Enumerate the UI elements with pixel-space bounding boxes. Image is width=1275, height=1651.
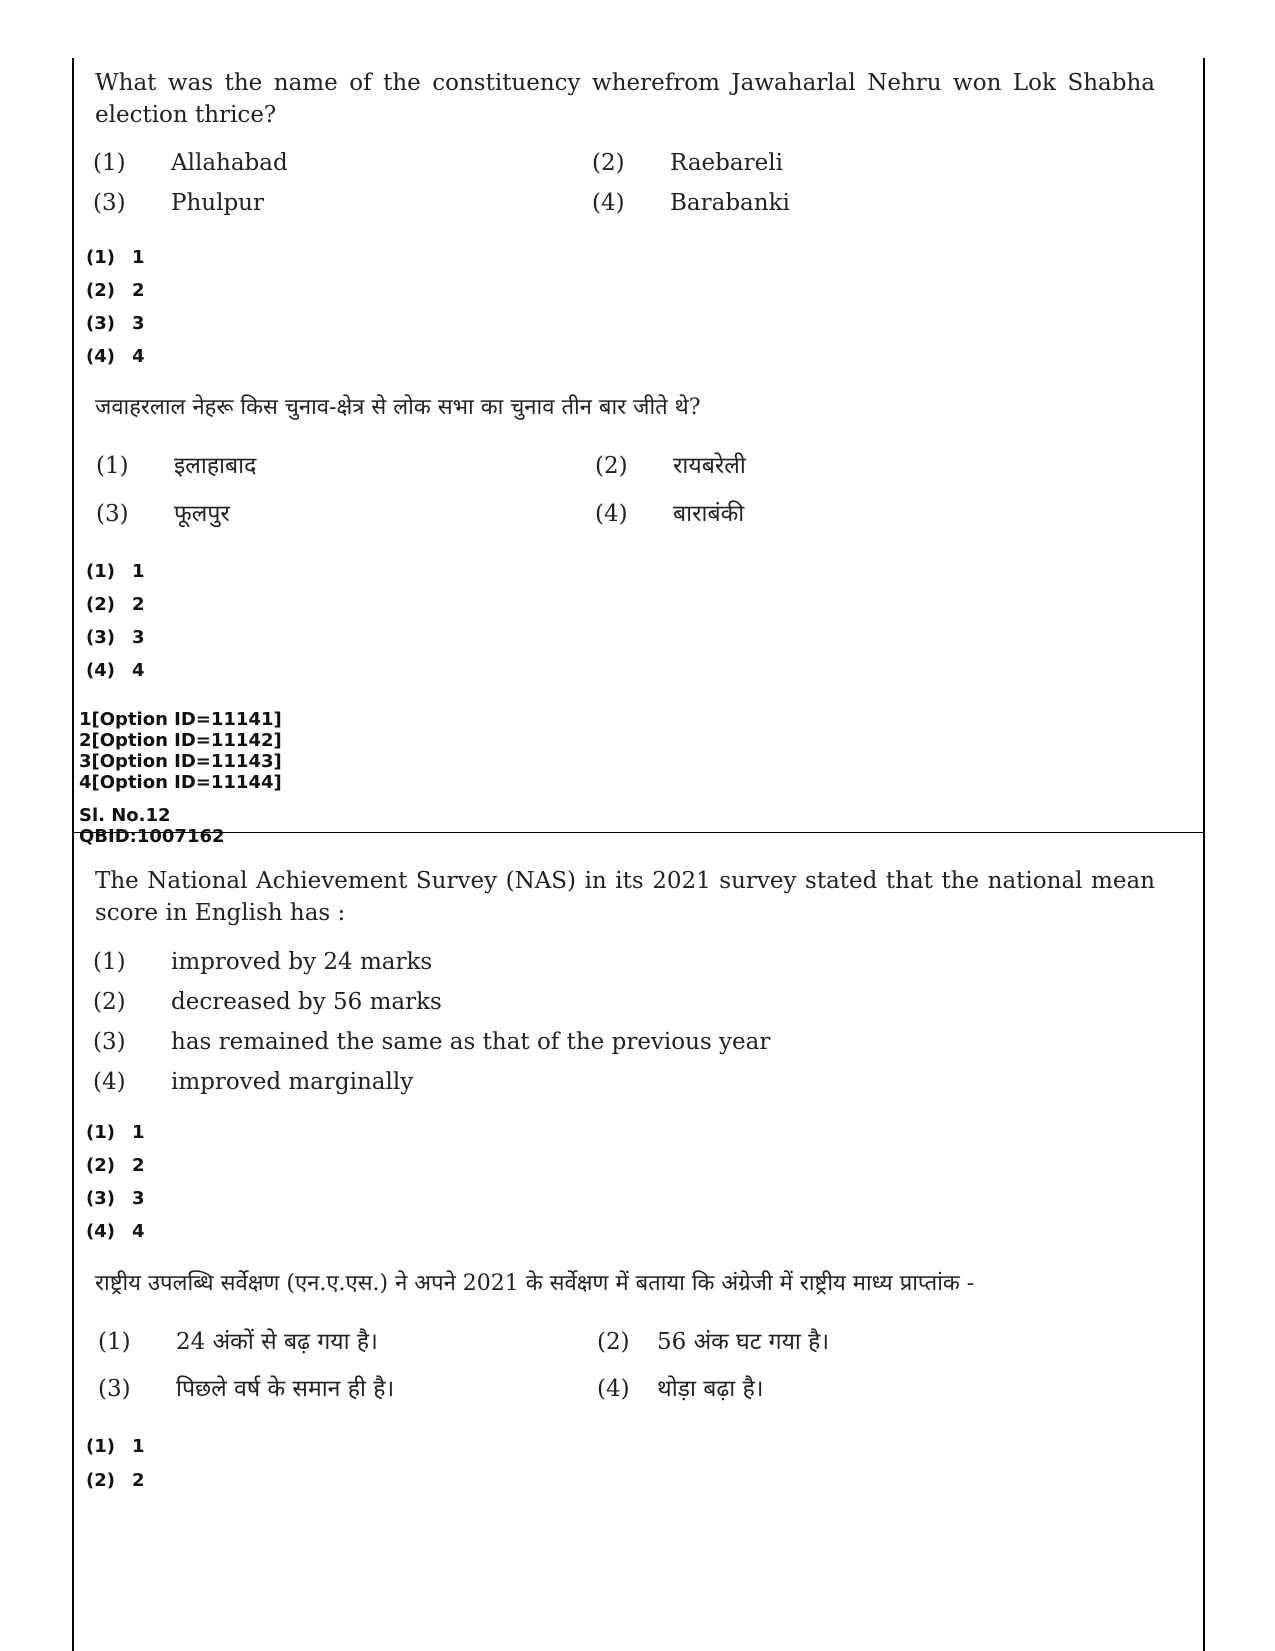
answer-number: (1): [86, 561, 115, 582]
q12-english-answer-4: [86, 1221, 145, 1243]
option-number: (3): [93, 190, 126, 216]
answer-value: 1: [132, 247, 145, 268]
q12-english-answer-1: [86, 1122, 145, 1144]
answer-value: 1: [132, 1122, 145, 1143]
answer-number: (3): [86, 1188, 115, 1209]
option-number: (3): [96, 501, 129, 527]
q12-serial-number: Sl. No.12: [79, 805, 171, 826]
q12-qbid: QBID:1007162: [79, 826, 225, 847]
answer-number: (1): [86, 247, 115, 268]
option-number: (1): [96, 453, 129, 479]
option-number: (2): [592, 150, 625, 176]
q11-hindi-question: जवाहरलाल नेहरू किस चुनाव-क्षेत्र से लोक सभा का चुनाव तीन बार जीते थे?: [95, 395, 701, 420]
q11-option-id-4: 4[Option ID=11144]: [79, 772, 282, 793]
right-border: [1203, 58, 1205, 1651]
option-number: (3): [98, 1376, 131, 1402]
answer-value: 2: [132, 594, 145, 615]
answer-number: (2): [86, 1155, 115, 1176]
q11-english-answer-1: [86, 247, 145, 269]
q11-hindi-answer-1: [86, 561, 145, 583]
q11-hindi-answer-2: [86, 594, 145, 616]
q11-english-answer-4: [86, 346, 145, 368]
option-number: (2): [597, 1329, 630, 1355]
answer-value: 2: [132, 280, 145, 301]
question-separator: [72, 832, 1205, 833]
q11-english-question: What was the name of the constituency wherefrom Jawaharlal Nehru won Lok Shabha election thrice?: [95, 70, 1155, 128]
q12-english-question: The National Achievement Survey (NAS) in its 2021 survey stated that the national mean score in English has :: [95, 868, 1155, 926]
option-text: Barabanki: [670, 190, 790, 216]
answer-value: 3: [132, 1188, 145, 1209]
option-number: (2): [595, 453, 628, 479]
option-number: (4): [595, 501, 628, 527]
option-text: Allahabad: [171, 150, 288, 176]
answer-number: (2): [86, 1470, 115, 1491]
option-number: (1): [93, 150, 126, 176]
answer-value: 4: [132, 660, 145, 681]
q11-hindi-answer-4: [86, 660, 145, 682]
option-number: (4): [597, 1376, 630, 1402]
option-text: improved marginally: [171, 1069, 414, 1095]
q11-hindi-answer-3: [86, 627, 145, 649]
answer-value: 4: [132, 346, 145, 367]
answer-value: 3: [132, 627, 145, 648]
q12-hindi-question: राष्ट्रीय उपलब्धि सर्वेक्षण (एन.ए.एस.) ने अपने 2021 के सर्वेक्षण में बताया कि अंग्रेजी में राष्ट्रीय माध्य प्राप्तांक -: [95, 1271, 975, 1296]
option-text: decreased by 56 marks: [171, 989, 442, 1015]
left-border: [72, 58, 74, 1651]
option-text: 24 अंकों से बढ़ गया है।: [176, 1329, 378, 1355]
answer-number: (1): [86, 1436, 115, 1457]
option-text: इलाहाबाद: [174, 453, 257, 479]
option-text: फूलपुर: [174, 501, 230, 527]
q11-option-id-1: 1[Option ID=11141]: [79, 709, 282, 730]
q12-english-answer-3: [86, 1188, 145, 1210]
answer-number: (4): [86, 346, 115, 367]
q12-hindi-answer-1: [86, 1436, 145, 1458]
option-number: (3): [93, 1029, 126, 1055]
answer-number: (2): [86, 594, 115, 615]
option-text: पिछले वर्ष के समान ही है।: [176, 1376, 395, 1402]
option-number: (4): [93, 1069, 126, 1095]
option-text: improved by 24 marks: [171, 949, 433, 975]
option-text: रायबरेली: [673, 453, 746, 479]
answer-number: (3): [86, 313, 115, 334]
option-text: has remained the same as that of the previous year: [171, 1029, 771, 1055]
option-number: (2): [93, 989, 126, 1015]
q12-english-answer-2: [86, 1155, 145, 1177]
answer-value: 1: [132, 561, 145, 582]
q12-hindi-answer-2: [86, 1470, 145, 1492]
answer-value: 4: [132, 1221, 145, 1242]
answer-value: 3: [132, 313, 145, 334]
answer-value: 1: [132, 1436, 145, 1457]
answer-number: (4): [86, 1221, 115, 1242]
q11-english-answer-2: [86, 280, 145, 302]
answer-number: (2): [86, 280, 115, 301]
option-number: (1): [98, 1329, 131, 1355]
option-number: (4): [592, 190, 625, 216]
option-number: (1): [93, 949, 126, 975]
q11-option-id-2: 2[Option ID=11142]: [79, 730, 282, 751]
answer-number: (3): [86, 627, 115, 648]
option-text: 56 अंक घट गया है।: [657, 1329, 830, 1355]
option-text: थोड़ा बढ़ा है।: [657, 1376, 764, 1402]
answer-value: 2: [132, 1155, 145, 1176]
answer-value: 2: [132, 1470, 145, 1491]
option-text: Phulpur: [171, 190, 264, 216]
option-text: बाराबंकी: [673, 501, 745, 527]
q11-english-answer-3: [86, 313, 145, 335]
q11-option-id-3: 3[Option ID=11143]: [79, 751, 282, 772]
answer-number: (4): [86, 660, 115, 681]
option-text: Raebareli: [670, 150, 783, 176]
answer-number: (1): [86, 1122, 115, 1143]
